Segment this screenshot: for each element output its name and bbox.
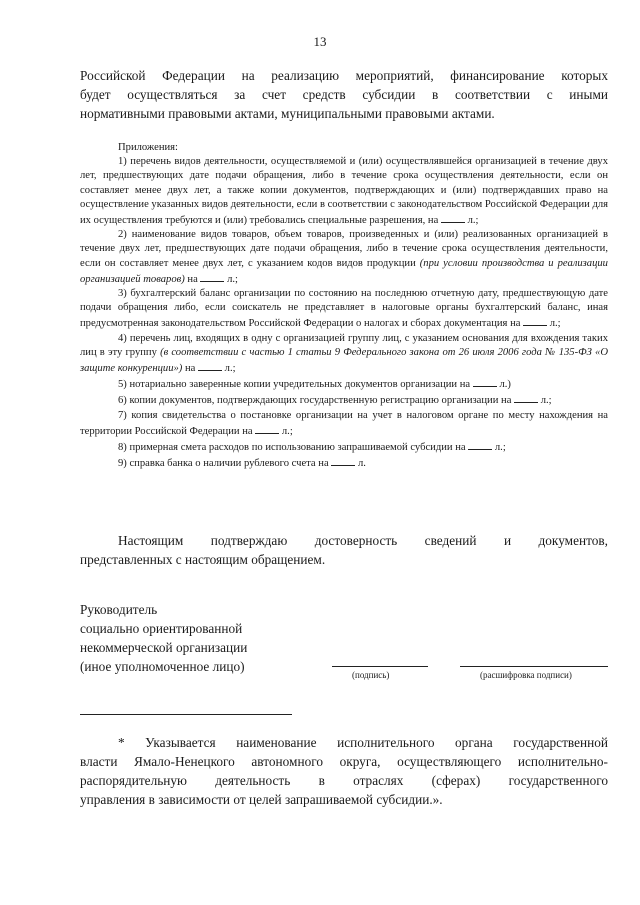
intro-paragraph	[80, 66, 608, 123]
decoding-label: (расшифровка подписи)	[480, 670, 572, 680]
signer-line: некоммерческой организации	[80, 640, 248, 655]
signer-line: Руководитель	[80, 602, 158, 617]
appendix-item-1: 1) перечень видов деятельности, осуществляемой и (или) осуществлявшейся организацией в течение двух лет, предшествующих дате подачи обращения, либо в течение срока осуществления деятельности, если он составляет менее двух лет, а также копии документов, подтверждающих и (или) подтверждавших право на осуществление указанных видов деятельности, если в соответствии с законодательством Российской Федерации для их осуществления требуются и (или) требовались специальные разрешения, на л.;	[80, 156, 608, 227]
footnote-line: распорядительную деятельность в отраслях (сферах) государственного	[80, 773, 608, 788]
footnote-line: власти Ямало-Ненецкого автономного округа, осуществляющего исполнительно-	[80, 754, 608, 769]
footnote-line: * Указывается наименование исполнительного органа государственной	[118, 735, 608, 750]
appendix-item-8: 8) примерная смета расходов по использованию запрашиваемой субсидии на л.;	[80, 439, 608, 455]
confirmation-line: Настоящим подтверждаю достоверность сведений и документов,	[118, 533, 608, 548]
confirmation-paragraph	[80, 531, 608, 569]
footnote	[80, 733, 608, 809]
footnote-line: управления в зависимости от целей запрашиваемой субсидии.».	[80, 792, 443, 807]
signature-label: (подпись)	[352, 670, 390, 680]
intro-line: будет осуществляться за счет средств субсидии в соответствии с иными	[80, 87, 608, 102]
appendix-item-3: 3) бухгалтерский баланс организации по состоянию на последнюю отчетную дату, предшествующую дате подачи обращения либо, если соискатель не представляет в налоговые органы бухгалтерский баланс, иная предусмотренная законодательством Российской Федерации о налогах и сборах документация на л.;	[80, 288, 608, 330]
appendix-item-9: 9) справка банка о наличии рублевого счета на л.	[80, 455, 608, 471]
appendix-item-6: 6) копии документов, подтверждающих государственную регистрацию организации на л.;	[80, 392, 608, 408]
signer-title	[80, 600, 247, 676]
signer-line: социально ориентированной	[80, 621, 243, 636]
decoding-line	[460, 666, 608, 667]
intro-line: нормативными правовыми актами, муниципальными правовыми актами.	[80, 106, 495, 121]
intro-line: Российской Федерации на реализацию мероприятий, финансирование которых	[80, 68, 608, 83]
signer-line: (иное уполномоченное лицо)	[80, 659, 245, 674]
appendix-item-4: 4) перечень лиц, входящих в одну с организацией группу лиц, с указанием основания для вхождения таких лиц в эту группу (в соответствии с частью 1 статьи 9 Федерального закона от 26 июля 2006 года № 135-ФЗ «О защите конкуренции») на л.;	[80, 332, 609, 375]
confirmation-line: представленных с настоящим обращением.	[80, 552, 326, 567]
signature-line	[332, 666, 428, 667]
appendix-item-2: 2) наименование видов товаров, объем товаров, произведенных и (или) реализованных организацией в течение двух лет, предшествующих дате подачи обращения, либо в течение срока осуществления деятельности, если он составляет менее двух лет, с указанием кодов видов продукции (при условии производства и реализации организацией товаров) на л.;	[80, 229, 608, 285]
appendix-item-7: 7) копия свидетельства о постановке организации на учет в налоговом органе по месту нахождения на территории Российской Федерации на л.;	[80, 409, 608, 437]
appendix-list	[80, 141, 608, 471]
footnote-separator	[80, 714, 292, 715]
appendix-title: Приложения:	[118, 142, 178, 153]
appendix-item-5: 5) нотариально заверенные копии учредительных документов организации на л.)	[80, 376, 608, 392]
page-number: 13	[313, 34, 327, 49]
